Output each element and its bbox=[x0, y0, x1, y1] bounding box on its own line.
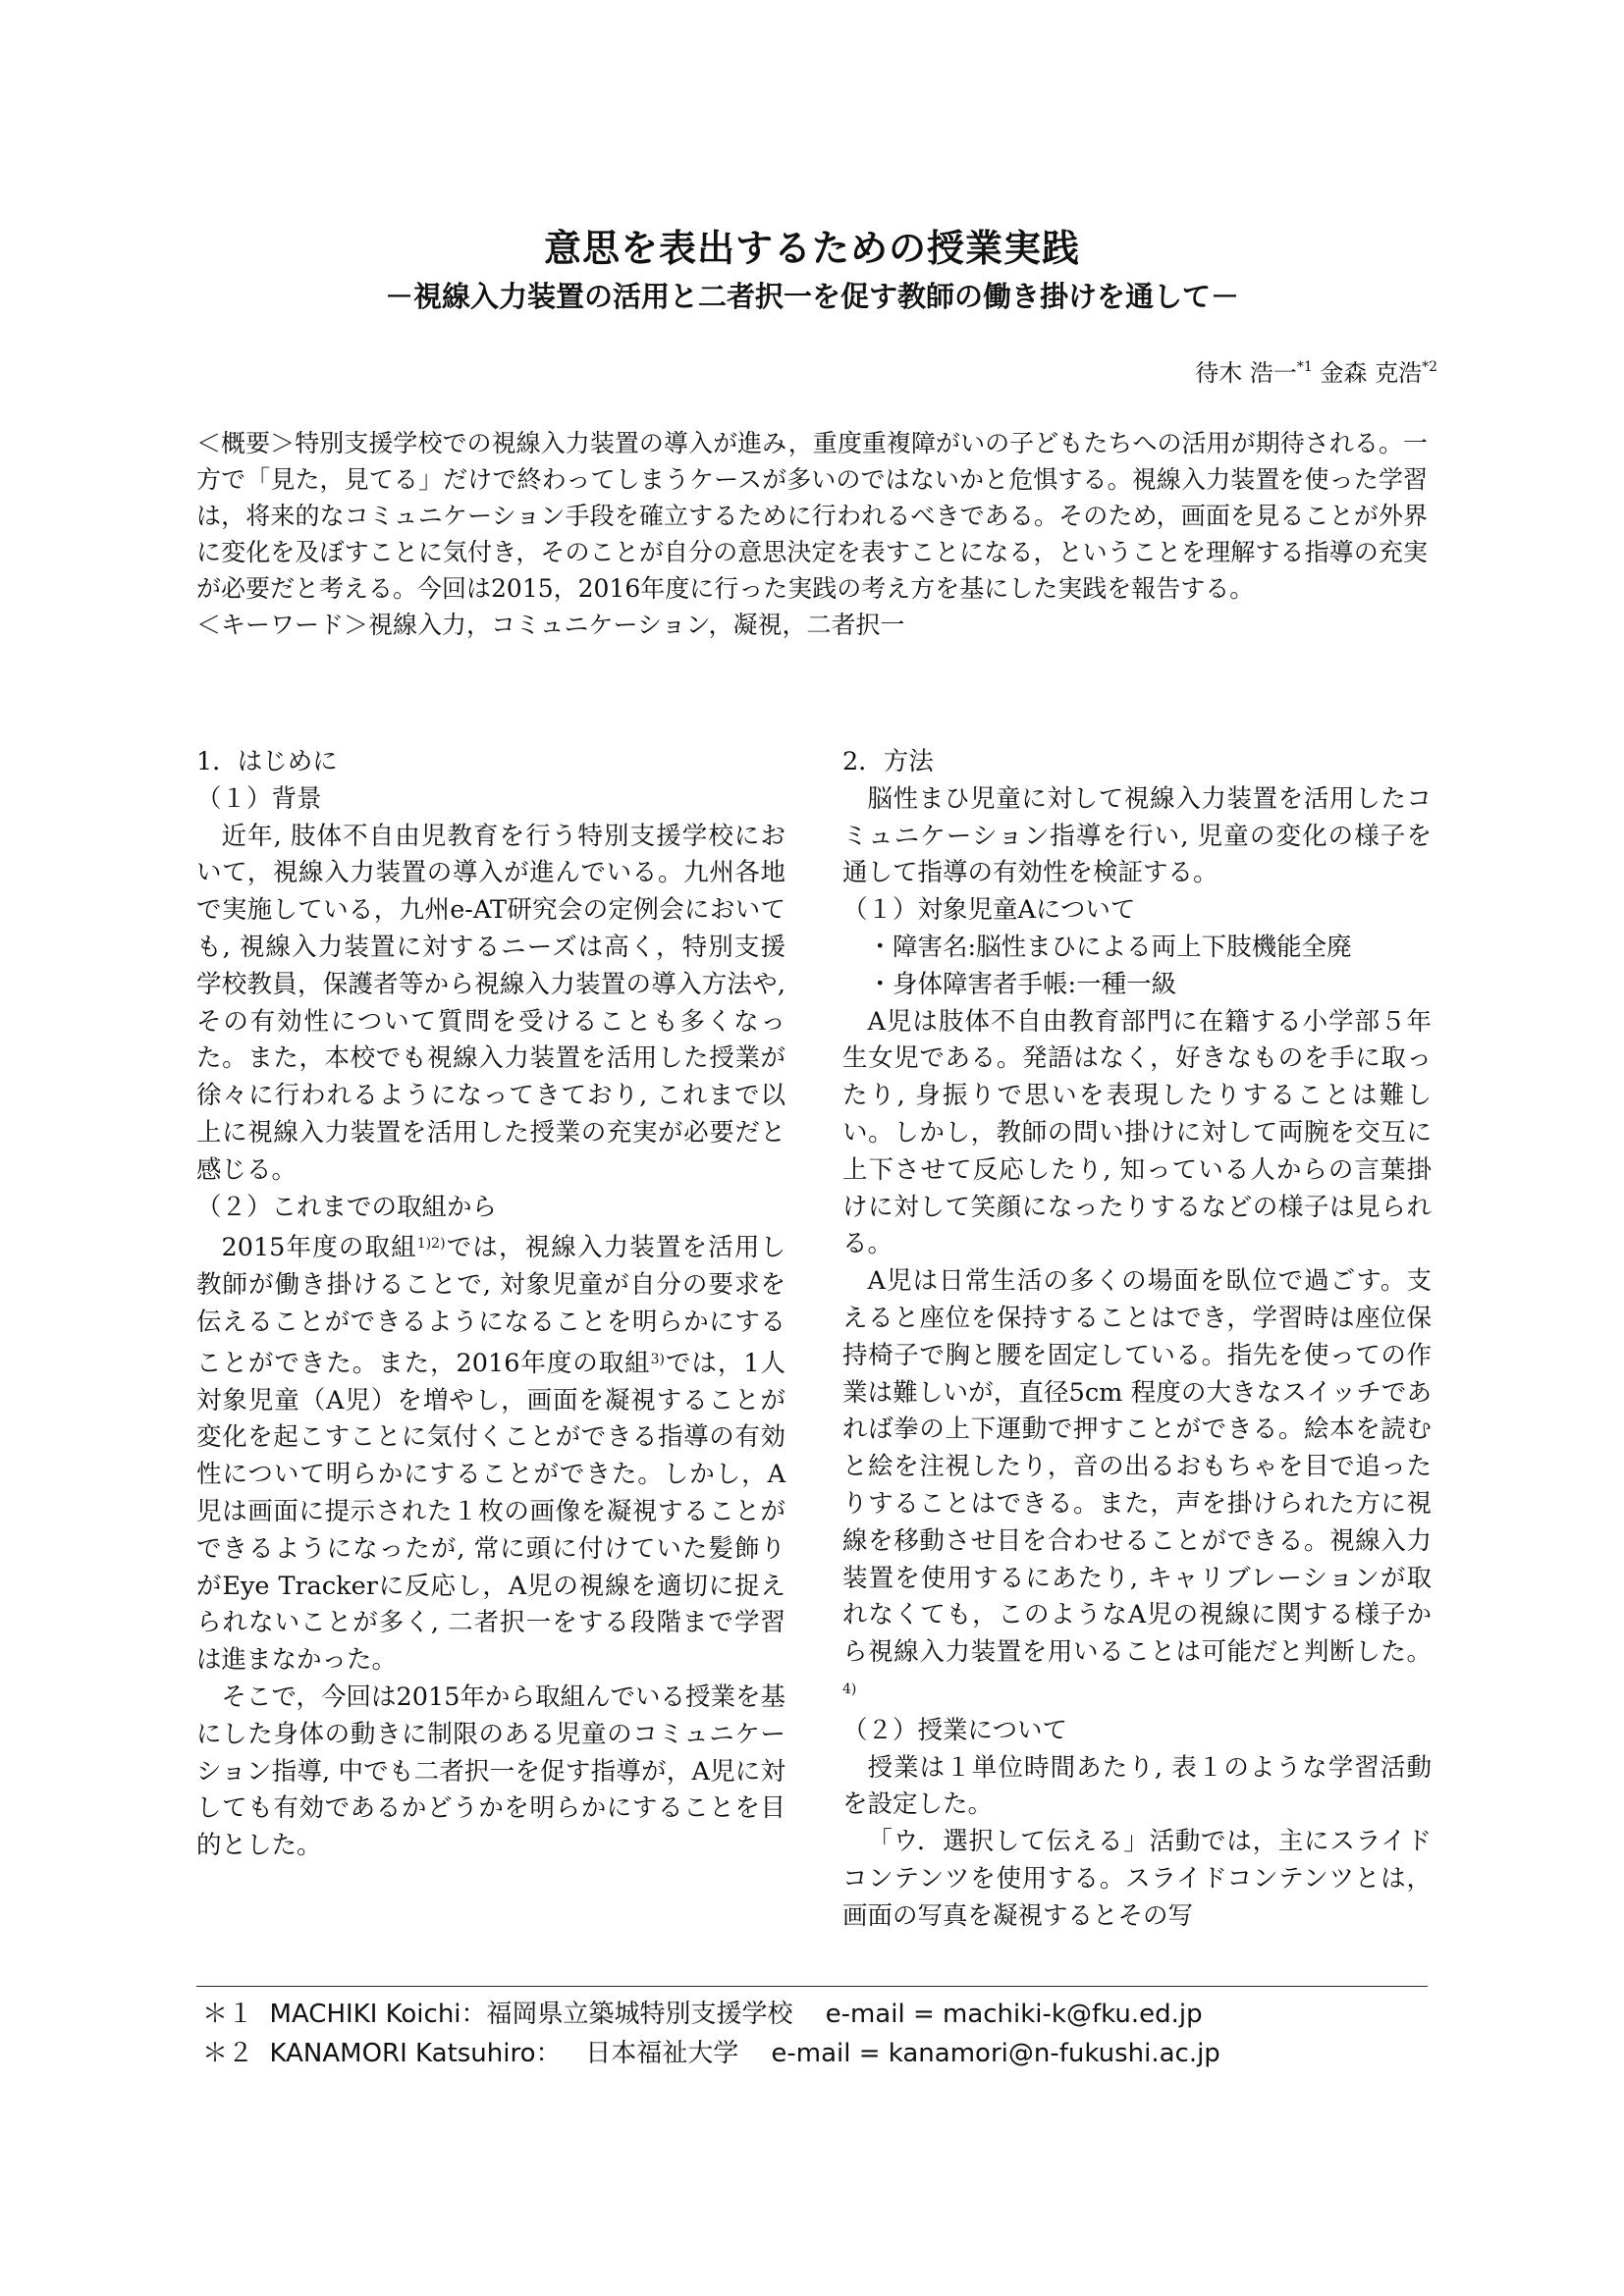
text-run: では，1人対象児童（A児）を増やし，画面を凝視することが変化を起こすことに気付くことができる指導の有効性について明らかにすることができた。しかし，A児は画面に提示された１枚の画像を凝視することができるようになったが, 常に頭に付けていた髪飾りがEye Trackerに反応し，A児の視線を適切に捉えられないことが多く, 二者択一をする段階まで学習は進まなかった。 bbox=[196, 1348, 785, 1676]
author-line bbox=[1195, 353, 1437, 388]
abstract-keywords: ＜キーワード＞視線入力，コミュニケーション，凝視，二者択一 bbox=[196, 611, 905, 639]
right-column bbox=[842, 744, 1432, 1936]
subsection-heading: （１）背景 bbox=[196, 783, 322, 814]
footnote-divider bbox=[196, 1986, 1428, 1987]
section-heading: 2．方法 bbox=[842, 747, 934, 776]
body-paragraph: 近年, 肢体不自由児教育を行う特別支援学校において，視線入力装置の導入が進んでいる。九州各地で実施している，九州e-AT研究会の定例会においても, 視線入力装置に対するニーズは高く，特別支援学校教員，保護者等から視線入力装置の導入方法や, その有効性について質問を受けることも多くなった。また，本校でも視線入力装置を活用した授業が徐々に行われるようになってきており, これまで以上に視線入力装置を活用した授業の充実が必要だと感じる。 bbox=[196, 821, 785, 1185]
author-name: 待木 浩一 bbox=[1195, 359, 1297, 387]
author-name: 金森 克浩 bbox=[1320, 359, 1423, 387]
subsection-heading: （２）これまでの取組から bbox=[196, 1192, 498, 1222]
body-paragraph: そこで，今回は2015年から取組んでいる授業を基にした身体の動きに制限のある児童のコミュニケーション指導, 中でも二者択一を促す指導が，A児に対しても有効であるかどうかを明らかにすることを目的とした。 bbox=[196, 1682, 785, 1861]
left-column bbox=[196, 744, 785, 1865]
body-paragraph: 脳性まひ児童に対して視線入力装置を活用したコミュニケーション指導を行い, 児童の変化の様子を通して指導の有効性を検証する。 bbox=[842, 783, 1432, 888]
subsection-heading: （１）対象児童Aについて bbox=[842, 895, 1136, 926]
list-item: ・障害名:脳性まひによる両上下肢機能全廃 bbox=[867, 932, 1352, 962]
body-paragraph: 授業は１単位時間あたり, 表１のような学習活動を設定した。 bbox=[842, 1752, 1432, 1820]
list-item: ・身体障害者手帳:一種一級 bbox=[867, 969, 1177, 999]
author-affiliation-mark: *2 bbox=[1422, 359, 1437, 375]
author-affiliation-mark: *1 bbox=[1296, 359, 1313, 375]
text-run: 2015年度の取組 bbox=[221, 1233, 417, 1263]
section-heading: 1．はじめに bbox=[196, 747, 338, 776]
paper-title: 意思を表出するための授業実践 bbox=[543, 227, 1080, 270]
footnote-affiliation: ＊１ MACHIKI Koichi：福岡県立築城特別支援学校 e-mail = machiki-k@fku.ed.jp bbox=[202, 2000, 1203, 2029]
text-run: では，視線入力装置を活用し教師が働き掛けることで, 対象児童が自分の要求を伝えることができるようになることを明らかにすることができた。また，2016年度の取組 bbox=[196, 1233, 785, 1378]
body-paragraph: A児は肢体不自由教育部門に在籍する小学部５年生女児である。発語はなく，好きなものを手に取ったり, 身振りで思いを表現したりすることは難しい。しかし，教師の問い掛けに対して両腕を交互に上下させて反応したり, 知っている人からの言葉掛けに対して笑顔になったりするなどの様子は見られる。 bbox=[842, 1006, 1432, 1259]
text-run: A児は日常生活の多くの場面を臥位で過ごす。支えると座位を保持することはでき，学習時は座位保持椅子で胸と腰を固定している。指先を使っての作業は難しいが，直径5cm 程度の大きなスイッチであれば拳の上下運動で押すことができる。絵本を読むと絵を注視したり，音の出るおもちゃを目で追ったりすることはできる。また，声を掛けられた方に視線を移動させ目を合わせることができる。視線入力装置を使用するにあたり, キャリブレーションが取れなくても，このようなA児の視線に関する様子から視線入力装置を用いることは可能だと判断した。 bbox=[842, 1266, 1432, 1668]
reference-mark: 4) bbox=[842, 1681, 857, 1697]
abstract bbox=[196, 425, 1428, 643]
subsection-heading: （２）授業について bbox=[842, 1715, 1067, 1745]
footnote-affiliation: ＊２ KANAMORI Katsuhiro： 日本福祉大学 e-mail = kanamori@n-fukushi.ac.jp bbox=[202, 2039, 1220, 2068]
body-paragraph: 「ウ．選択して伝える」活動では，主にスライドコンテンツを使用する。スライドコンテンツとは，画面の写真を凝視するとその写 bbox=[842, 1827, 1432, 1931]
paper-subtitle: －視線入力装置の活用と二者択一を促す教師の働き掛けを通して－ bbox=[384, 280, 1239, 313]
body-paragraph bbox=[842, 1263, 1432, 1713]
abstract-summary: ＜概要＞特別支援学校での視線入力装置の導入が進み，重度重複障がいの子どもたちへの活用が期待される。一方で「見た，見てる」だけで終わってしまうケースが多いのではないかと危惧する。視線入力装置を使った学習は，将来的なコミュニケーション手段を確立するために行われるべきである。そのため，画面を見ることが外界に変化を及ぼすことに気付き，そのことが自分の意思決定を表すことになる，ということを理解する指導の充実が必要だと考える。今回は2015，2016年度に行った実践の考え方を基にした実践を報告する。 bbox=[196, 429, 1428, 603]
body-paragraph bbox=[196, 1226, 785, 1680]
reference-mark: 3) bbox=[650, 1351, 665, 1367]
reference-mark: 1)2) bbox=[416, 1236, 446, 1253]
